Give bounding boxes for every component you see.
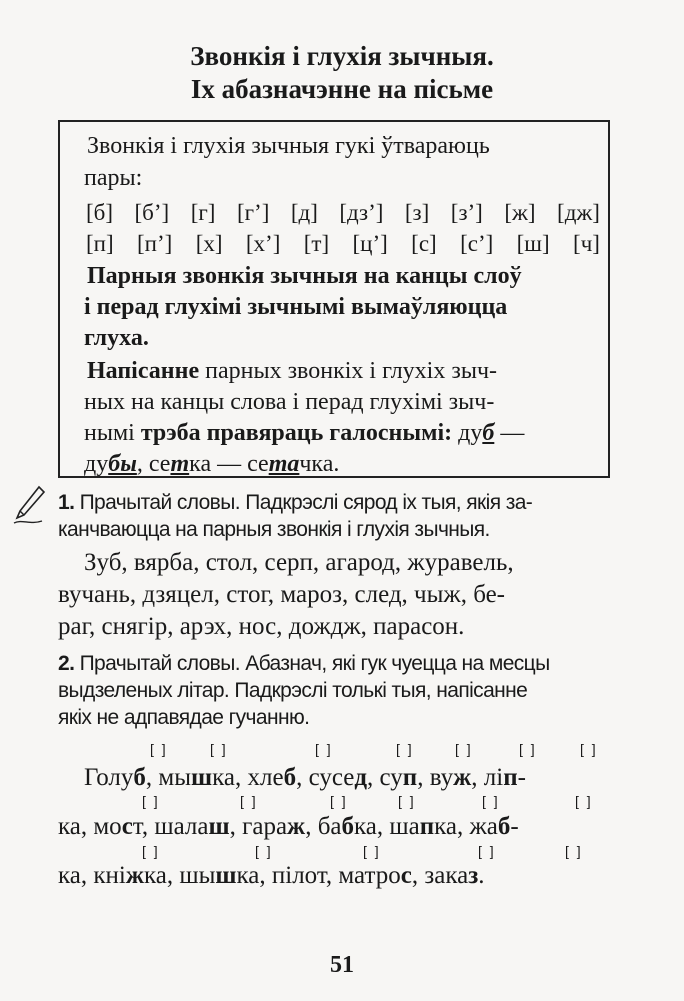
phoneme: [п] [86,231,114,256]
task-1-number: 1. [58,491,75,514]
phoneme: [с] [411,231,437,256]
rule-2-keyword: Напісанне [87,358,200,384]
answer-bracket[interactable]: [ ] [363,843,381,859]
answer-bracket[interactable]: [ ] [330,793,348,809]
page-title-line-2: Іх абазначэнне на пісьме [190,74,494,104]
phoneme: [д] [290,200,318,225]
phoneme: [ц’] [352,231,388,256]
task-2-instruction-line-3: якіх не адпавядае гучанню. [58,706,310,729]
rule-2-examples: дубы, сетка — сетачка. [84,451,340,477]
task-2-words-line-3: ка, кніжка, шышка, пілот, матрос, заказ. [58,862,485,889]
task-1-words-line-1: Зуб, вярба, стол, серп, агарод, журавель, [84,549,514,576]
task-2-words-line-1: Голуб, мышка, хлеб, сусед, суп, вуж, ліп- [84,764,526,791]
answer-bracket[interactable]: [ ] [315,741,333,757]
page-title-line-1: Звонкія і глухія зычныя. [190,41,494,71]
answer-bracket[interactable]: [ ] [575,793,593,809]
phoneme: [дж] [557,200,600,225]
answer-bracket[interactable]: [ ] [482,793,500,809]
task-1-instruction-line-1: 1. Прачытай словы. Падкрэслі сярод іх тыя, якія за- [58,491,533,514]
answer-bracket[interactable]: [ ] [142,843,160,859]
answer-bracket[interactable]: [ ] [210,741,228,757]
phoneme: [ш] [516,231,550,256]
rule-2-line-2: ных на канцы слова і перад глухімі зыч- [84,389,495,415]
voiced-consonants-row [86,199,600,227]
phoneme: [б] [86,200,114,225]
task-2-instruction-line-2: выдзеленых літар. Падкрэслі толькі тыя, напісанне [58,679,528,702]
rule-1-line-3: глуха. [84,325,149,351]
phoneme: [з] [404,200,430,225]
rule-2-line-3: нымі трэба правяраць галоснымі: дуб — [84,420,525,446]
phoneme: [т] [303,231,330,256]
answer-bracket[interactable]: [ ] [396,741,414,757]
phoneme: [ч] [573,231,600,256]
task-1-words-line-3: раг, снягір, арэх, нос, дождж, парасон. [58,613,465,640]
rule-2-line-1: Напісанне парных звонкіх і глухіх зыч- [87,358,497,384]
answer-bracket[interactable]: [ ] [240,793,258,809]
rule-1-line-1: Парныя звонкія зычныя на канцы слоў [87,263,522,289]
task-2-number: 2. [58,652,75,675]
phoneme: [с’] [460,231,494,256]
phoneme: [ж] [504,200,536,225]
phoneme: [з’] [450,200,483,225]
page-number: 51 [330,952,354,978]
answer-bracket[interactable]: [ ] [519,741,537,757]
answer-bracket[interactable]: [ ] [478,843,496,859]
phoneme: [г’] [236,200,270,225]
phoneme: [дз’] [339,200,384,225]
rule-1-line-2: і перад глухімі зычнымі вымаўляюцца [84,294,508,320]
answer-bracket[interactable]: [ ] [142,793,160,809]
rule-intro-line-2: пары: [84,165,143,191]
phoneme: [п’] [137,231,173,256]
voiceless-consonants-row [86,230,600,258]
answer-bracket[interactable]: [ ] [255,843,273,859]
answer-bracket[interactable]: [ ] [565,843,583,859]
rule-intro-line-1: Звонкія і глухія зычныя гукі ўтвараюць [87,133,490,159]
answer-bracket[interactable]: [ ] [580,741,598,757]
phoneme: [х’] [245,231,281,256]
task-2-words-line-2: ка, мост, шалаш, гараж, бабка, шапка, жаб- [58,813,519,840]
task-2-instruction-line-1: 2. Прачытай словы. Абазнач, які гук чуецца на месцы [58,652,550,675]
task-1-words-line-2: вучань, дзяцел, стог, мароз, след, чыж, бе- [58,581,506,608]
answer-bracket[interactable]: [ ] [455,741,473,757]
answer-bracket[interactable]: [ ] [150,741,168,757]
phoneme: [х] [195,231,223,256]
answer-bracket[interactable]: [ ] [398,793,416,809]
phoneme: [г] [190,200,216,225]
pencil-icon [12,485,46,525]
phoneme: [б’] [134,200,170,225]
task-1-instruction-line-2: канчваюцца на парныя звонкія і глухія зычныя. [58,518,490,541]
